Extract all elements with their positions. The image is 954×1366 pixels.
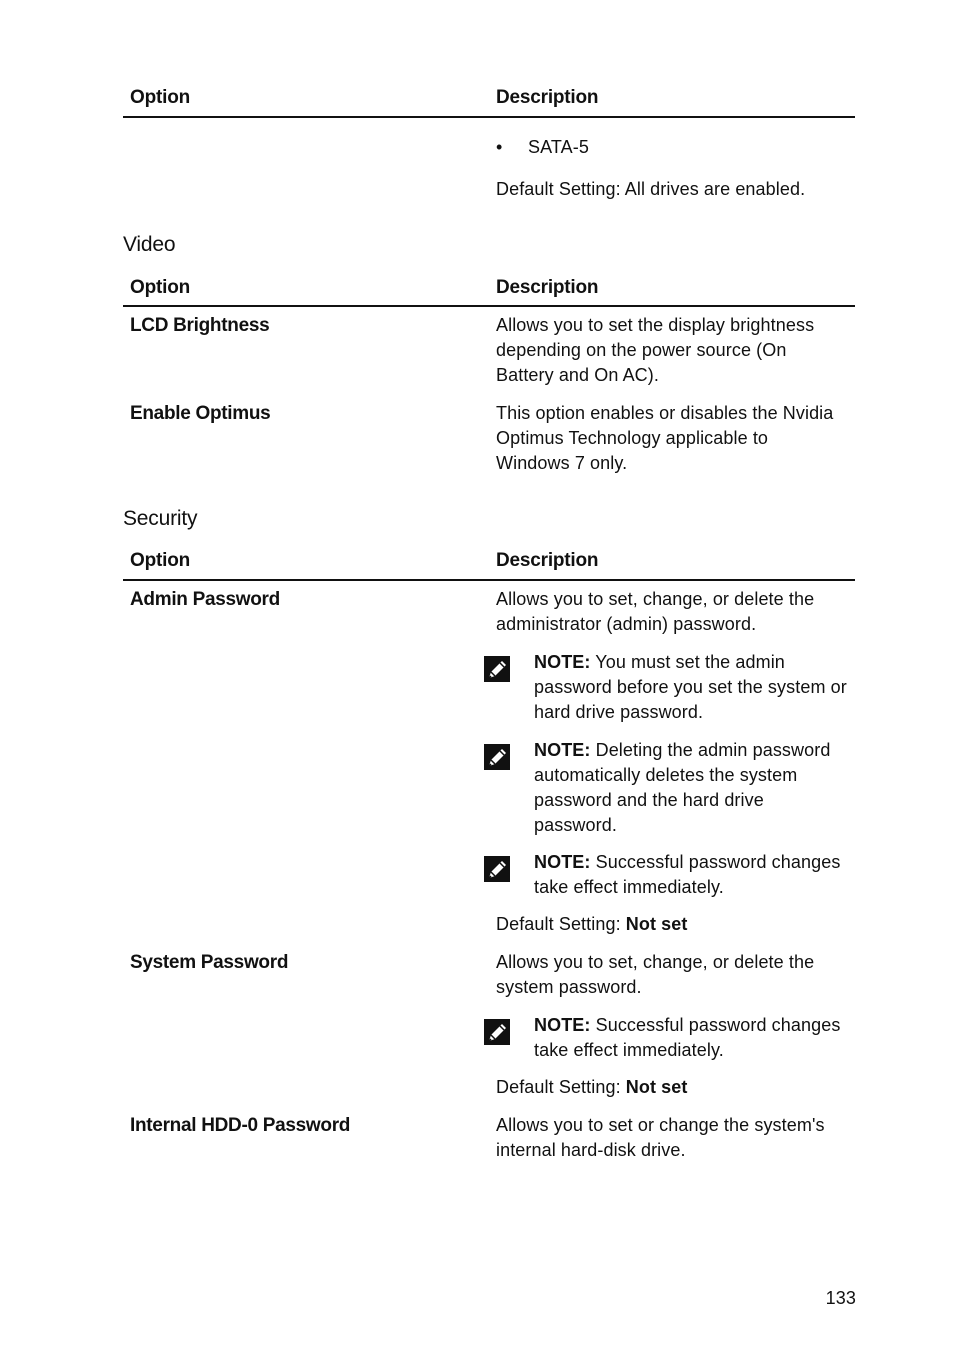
description-system-password: Allows you to set, change, or delete the system password.: [496, 952, 815, 997]
page-number: 133: [825, 1288, 856, 1308]
note-label: NOTE:: [534, 1015, 591, 1035]
note-admin-3: NOTE: Successful password changes take effect immediately.: [534, 852, 841, 897]
default-value: Not set: [625, 914, 688, 934]
option-system-password: System Password: [130, 952, 289, 973]
description-enable-optimus: This option enables or disables the Nvidia Optimus Technology applicable to Windows 7 only.: [496, 403, 834, 473]
description-admin-password: Allows you to set, change, or delete the administrator (admin) password.: [496, 589, 815, 634]
note-pencil-icon: [483, 855, 511, 883]
column-header-description: Description: [496, 87, 599, 108]
column-header-description: Description: [496, 550, 599, 571]
column-header-option: Option: [130, 550, 191, 571]
note-pencil-icon: [483, 1018, 511, 1046]
note-label: NOTE:: [534, 740, 591, 760]
description-internal-hdd-password: Allows you to set or change the system's internal hard-disk drive.: [496, 1115, 825, 1160]
note-system-1: NOTE: Successful password changes take effect immediately.: [534, 1015, 841, 1060]
section-title-video: Video: [123, 233, 176, 256]
default-setting: Default Setting: All drives are enabled.: [496, 179, 806, 199]
default-setting-system: Default Setting: Not set: [496, 1077, 688, 1097]
option-internal-hdd-password: Internal HDD-0 Password: [130, 1115, 351, 1136]
column-header-description: Description: [496, 277, 599, 298]
default-setting-admin: Default Setting: Not set: [496, 914, 688, 934]
option-enable-optimus: Enable Optimus: [130, 403, 271, 424]
note-label: NOTE:: [534, 652, 591, 672]
default-value: Not set: [625, 1077, 688, 1097]
note-pencil-icon: [483, 743, 511, 771]
note-admin-1: NOTE: You must set the admin password before you set the system or hard drive password.: [534, 652, 847, 722]
bullet-item: SATA-5: [528, 137, 589, 157]
description-lcd-brightness: Allows you to set the display brightness depending on the power source (On Battery and On AC).: [496, 315, 815, 385]
header-rule: [123, 116, 855, 118]
header-rule: [123, 305, 855, 307]
bullet-marker: •: [496, 137, 503, 157]
note-pencil-icon: [483, 655, 511, 683]
option-admin-password: Admin Password: [130, 589, 280, 610]
column-header-option: Option: [130, 87, 191, 108]
header-rule: [123, 579, 855, 581]
note-label: NOTE:: [534, 852, 591, 872]
option-lcd-brightness: LCD Brightness: [130, 315, 270, 336]
column-header-option: Option: [130, 277, 191, 298]
note-admin-2: NOTE: Deleting the admin password automatically deletes the system password and the hard drive password.: [534, 740, 831, 835]
section-title-security: Security: [123, 507, 198, 530]
